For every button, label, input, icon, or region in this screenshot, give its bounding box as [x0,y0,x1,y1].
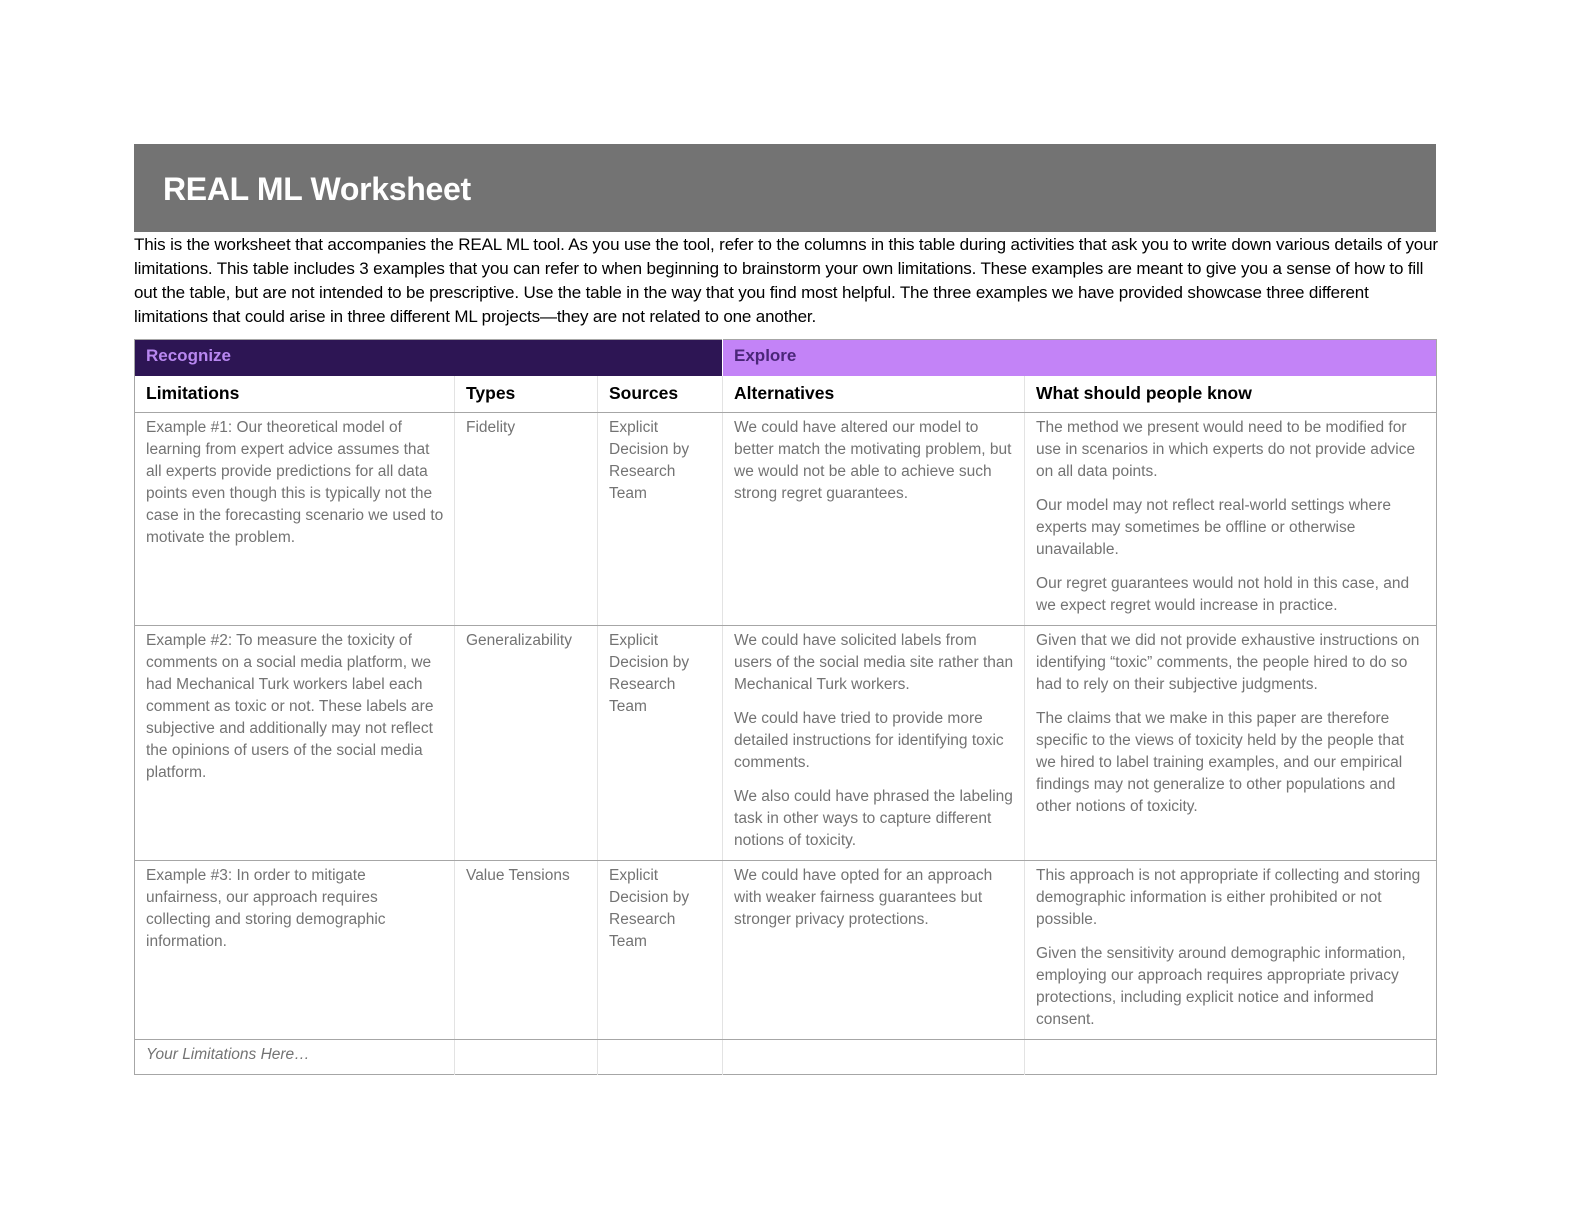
limitation-cell: Example #1: Our theoretical model of learning from expert advice assumes that all experts provide predictions for all data points even though this is typically not the case in the forecasting scenario we used to motivate the problem. [135,413,455,626]
what-people-know-cell [1025,861,1437,1040]
alternatives-cell [723,413,1025,626]
type-cell: Value Tensions [455,861,598,1040]
source-cell: Explicit Decision by Research Team [598,861,723,1040]
know-text: This approach is not appropriate if collecting and storing demographic information is either prohibited or not possible. [1036,867,1421,928]
alternative-text: We could have tried to provide more detailed instructions for identifying toxic comments. [734,710,1004,771]
group-recognize: Recognize [135,340,723,376]
limitation-cell: Example #3: In order to mitigate unfairness, our approach requires collecting and storing demographic information. [135,861,455,1040]
alternative-text: We also could have phrased the labeling task in other ways to capture different notions of toxicity. [734,788,1013,849]
table-row [135,413,1437,626]
empty-cell[interactable] [455,1040,598,1075]
empty-cell[interactable] [598,1040,723,1075]
source-cell: Explicit Decision by Research Team [598,413,723,626]
page-title: REAL ML Worksheet [163,171,471,207]
know-text: Given that we did not provide exhaustive instructions on identifying “toxic” comments, the people hired to do so had to rely on their subjective judgments. [1036,632,1420,693]
type-cell: Fidelity [455,413,598,626]
alternatives-cell [723,861,1025,1040]
worksheet-table [134,339,1437,1075]
limitation-cell: Example #2: To measure the toxicity of comments on a social media platform, we had Mechanical Turk workers label each comment as toxic or not. These labels are subjective and additionally may not reflect the opinions of users of the social media platform. [135,626,455,861]
placeholder-cell[interactable]: Your Limitations Here… [146,1046,310,1063]
alternatives-cell [723,626,1025,861]
header-alternatives: Alternatives [723,376,1025,413]
placeholder-row [135,1040,1437,1075]
header-types: Types [455,376,598,413]
group-header-row [135,340,1437,376]
type-cell: Generalizability [455,626,598,861]
table-row [135,626,1437,861]
what-people-know-cell [1025,626,1437,861]
know-text: Our model may not reflect real-world settings where experts may sometimes be offline or otherwise unavailable. [1036,497,1391,558]
header-what-people-know: What should people know [1025,376,1437,413]
alternative-text: We could have opted for an approach with weaker fairness guarantees but stronger privacy protections. [734,867,993,928]
column-header-row [135,376,1437,413]
empty-cell[interactable] [723,1040,1025,1075]
know-text: The claims that we make in this paper are therefore specific to the views of toxicity held by the people that we hired to label training examples, and our empirical findings may not generalize to other populations and other notions of toxicity. [1036,710,1404,815]
title-bar [134,144,1436,232]
know-text: Given the sensitivity around demographic information, employing our approach requires appropriate privacy protections, including explicit notice and informed consent. [1036,945,1406,1028]
header-limitations: Limitations [135,376,455,413]
header-sources: Sources [598,376,723,413]
alternative-text: We could have altered our model to better match the motivating problem, but we would not be able to achieve such strong regret guarantees. [734,419,1012,502]
source-cell: Explicit Decision by Research Team [598,626,723,861]
what-people-know-cell [1025,413,1437,626]
know-text: Our regret guarantees would not hold in this case, and we expect regret would increase in practice. [1036,575,1410,614]
empty-cell[interactable] [1025,1040,1437,1075]
intro-paragraph: This is the worksheet that accompanies the REAL ML tool. As you use the tool, refer to the columns in this table during activities that ask you to write down various details of your limitations. This table includes 3 examples that you can refer to when beginning to brainstorm your own limitations. These examples are meant to give you a sense of how to fill out the table, but are not intended to be prescriptive. Use the table in the way that you find most helpful. The three examples we have provided showcase three different limitations that could arise in three different ML projects—they are not related to one another. [134,235,1438,326]
alternative-text: We could have solicited labels from users of the social media site rather than Mechanical Turk workers. [734,632,1014,693]
table-row [135,861,1437,1040]
group-explore: Explore [723,340,1437,376]
know-text: The method we present would need to be modified for use in scenarios in which experts do not provide advice on all data points. [1036,419,1416,480]
